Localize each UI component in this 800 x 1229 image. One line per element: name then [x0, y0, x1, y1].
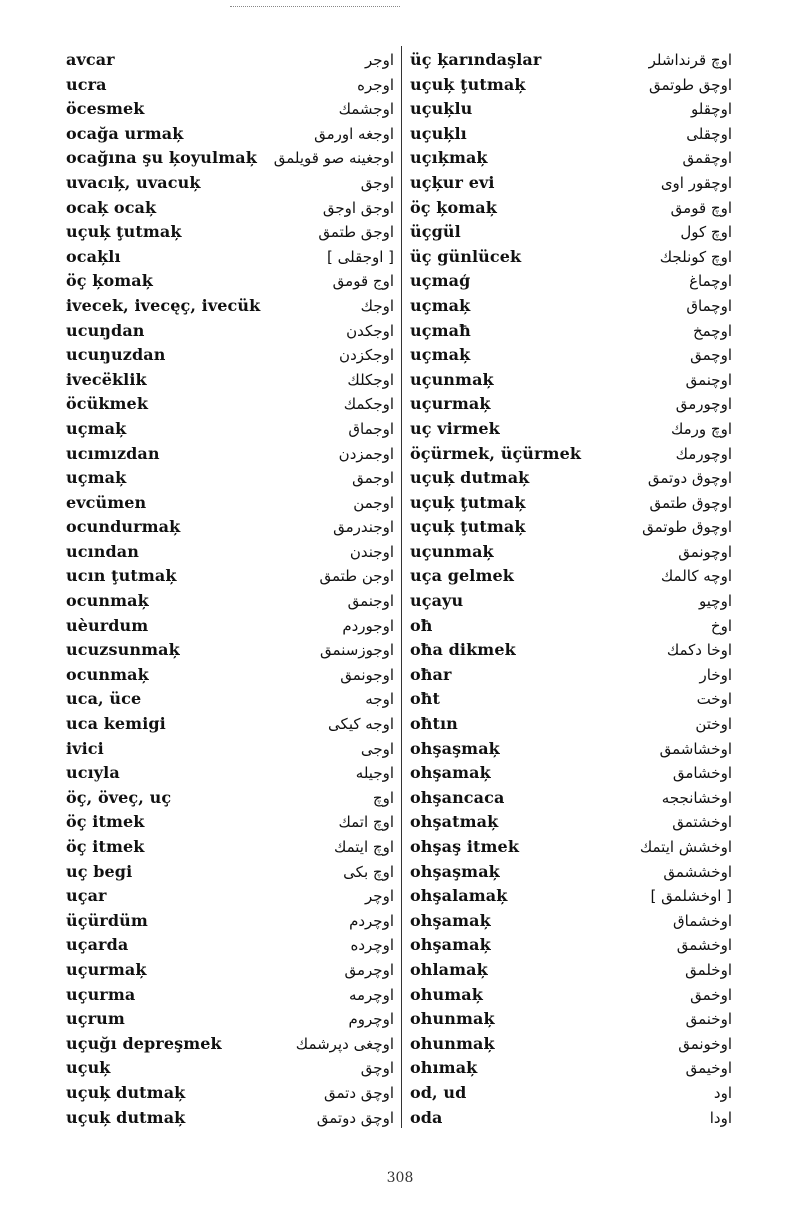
entry-transliteration: ocaķ ocaķ	[66, 197, 157, 217]
dictionary-entry	[410, 122, 732, 147]
dictionary-entry	[410, 171, 732, 196]
entry-transliteration: uçuķlu	[410, 99, 473, 119]
dictionary-entry	[410, 417, 732, 442]
entry-ottoman-script: اوچ ايتمك	[333, 838, 394, 856]
dictionary-entry	[410, 712, 732, 737]
entry-transliteration: uçuğı depreşmek	[66, 1033, 222, 1053]
dictionary-entry	[66, 97, 394, 122]
dictionary-entry	[66, 810, 394, 835]
entry-ottoman-script: اوخششمق	[663, 862, 732, 881]
dictionary-entry	[410, 442, 732, 467]
entry-ottoman-script: اوجغه اورمق	[314, 124, 394, 143]
entry-transliteration: oħa dikmek	[410, 640, 516, 660]
entry-transliteration: uçuķ ţutmaķ	[66, 222, 182, 242]
entry-transliteration: oħ	[410, 615, 433, 635]
entry-transliteration: uçuķ ţutmaķ	[410, 492, 526, 512]
entry-ottoman-script: اوچ	[372, 788, 394, 807]
entry-ottoman-script: اوجكزدن	[339, 346, 394, 365]
dictionary-entry	[410, 1032, 732, 1057]
dictionary-entry	[410, 269, 732, 294]
entry-transliteration: uçıķmaķ	[410, 148, 488, 168]
entry-ottoman-script: اوخلمق	[685, 960, 732, 979]
column-divider	[401, 46, 402, 1128]
entry-transliteration: uçuķ ţutmaķ	[410, 517, 526, 537]
entry-ottoman-script: اوجمن	[353, 493, 394, 512]
dictionary-entry	[410, 491, 732, 516]
dictionary-entry	[66, 712, 394, 737]
dictionary-entry	[66, 614, 394, 639]
entry-ottoman-script: اوجق اوجق	[322, 198, 394, 217]
entry-ottoman-script: اوچ قرنداشلر	[648, 51, 732, 69]
entry-transliteration: ohunmaķ	[410, 1009, 495, 1029]
entry-ottoman-script: اوجوزسنمق	[320, 641, 394, 660]
entry-ottoman-script: اوچيو	[699, 592, 732, 611]
entry-transliteration: uçmaģ	[410, 271, 471, 291]
entry-transliteration: uçayu	[410, 591, 464, 611]
entry-ottoman-script: اوچ ورمك	[670, 419, 732, 438]
dictionary-entry	[410, 196, 732, 221]
dictionary-entry	[66, 294, 394, 319]
dictionary-entry	[66, 515, 394, 540]
entry-transliteration: üçürdüm	[66, 910, 148, 930]
entry-ottoman-script: اوجغينه صو قويلمق	[273, 149, 394, 168]
entry-ottoman-script: اوچماق	[686, 296, 732, 315]
dictionary-entry	[410, 245, 732, 270]
dictionary-entry	[66, 835, 394, 860]
entry-transliteration: oħtın	[410, 714, 458, 734]
dictionary-entry	[66, 540, 394, 565]
entry-transliteration: öç, öveç, uç	[66, 787, 172, 807]
entry-ottoman-script: اوخا دكمك	[666, 641, 732, 660]
entry-transliteration: öçürmek, üçürmek	[410, 443, 582, 463]
entry-ottoman-script: اوچقور اوی	[660, 173, 732, 192]
dictionary-entry	[66, 884, 394, 909]
entry-ottoman-script: اوچورمك	[675, 444, 732, 463]
entry-transliteration: öç itmek	[66, 812, 145, 832]
entry-transliteration: uçuķ ţutmaķ	[410, 74, 526, 94]
dictionary-entry	[66, 638, 394, 663]
entry-ottoman-script: اوجمزدن	[338, 444, 394, 463]
dictionary-entry	[66, 737, 394, 762]
entry-ottoman-script: اوجشمك	[338, 100, 394, 119]
dictionary-entry	[410, 564, 732, 589]
entry-ottoman-script: اوجق	[360, 173, 394, 192]
entry-ottoman-script: اوخنمق	[685, 1010, 732, 1029]
entry-ottoman-script: اوچ بكی	[343, 862, 394, 881]
dictionary-entry	[66, 196, 394, 221]
entry-transliteration: uçuķlı	[410, 123, 467, 143]
entry-transliteration: uçmaķ	[410, 345, 471, 365]
entry-transliteration: öç itmek	[66, 837, 145, 856]
entry-ottoman-script: اوچروم	[348, 1010, 394, 1029]
entry-transliteration: uçmaķ	[66, 468, 127, 488]
entry-transliteration: uçmaķ	[66, 418, 127, 438]
entry-transliteration: uçurmaķ	[410, 394, 491, 414]
entry-transliteration: öç ķomaķ	[410, 197, 497, 217]
entry-transliteration: ohşamaķ	[410, 910, 491, 930]
dictionary-entry	[66, 343, 394, 368]
entry-transliteration: avcar	[66, 50, 115, 69]
entry-ottoman-script: اوچقمق	[682, 149, 732, 168]
entry-ottoman-script: اوچقلی	[686, 124, 732, 143]
entry-transliteration: ohşaşmaķ	[410, 738, 500, 758]
entry-transliteration: ivecëklik	[66, 369, 147, 389]
entry-ottoman-script: اوجق طتمق	[318, 223, 394, 242]
entry-ottoman-script: اوچرمق	[344, 960, 394, 979]
entry-transliteration: ohşamaķ	[410, 763, 491, 783]
entry-ottoman-script: [ اوخشلمق ]	[650, 887, 732, 906]
dictionary-entry	[66, 442, 394, 467]
entry-ottoman-script: اوچنمق	[685, 370, 732, 389]
dictionary-entry	[410, 1007, 732, 1032]
entry-ottoman-script: اوجندن	[349, 542, 394, 561]
dictionary-entry	[66, 564, 394, 589]
entry-transliteration: ivecek, ivecęç, ivecük	[66, 295, 261, 315]
dictionary-entry	[410, 466, 732, 491]
entry-transliteration: uçrum	[66, 1009, 125, 1029]
entry-transliteration: uç virmek	[410, 418, 500, 438]
dictionary-entry	[66, 1056, 394, 1081]
entry-ottoman-script: اوچردم	[349, 911, 394, 930]
entry-ottoman-script: اوچ كول	[680, 223, 732, 242]
entry-ottoman-script: اوجكلك	[347, 370, 394, 389]
entry-ottoman-script: اوچ كونلجك	[659, 247, 732, 266]
entry-transliteration: uçuķ	[66, 1058, 111, 1078]
entry-transliteration: öç ķomaķ	[66, 271, 153, 291]
entry-transliteration: ocunmaķ	[66, 591, 149, 611]
entry-transliteration: uçunmaķ	[410, 541, 494, 561]
entry-transliteration: ohımaķ	[410, 1058, 478, 1078]
entry-transliteration: uçuķ dutmaķ	[66, 1082, 186, 1102]
entry-ottoman-script: اوجيله	[355, 764, 394, 783]
entry-ottoman-script: اوجره	[357, 75, 394, 94]
entry-ottoman-script: اوخشاشمق	[659, 739, 732, 758]
entry-transliteration: üçgül	[410, 222, 461, 242]
dictionary-entry	[410, 589, 732, 614]
entry-ottoman-script: اوخشتمق	[672, 813, 732, 832]
entry-ottoman-script: اوج قومق	[332, 272, 394, 291]
entry-ottoman-script: اوخار	[699, 665, 732, 684]
entry-transliteration: öcesmek	[66, 99, 145, 119]
entry-transliteration: ocaķlı	[66, 246, 121, 266]
dictionary-entry	[410, 540, 732, 565]
entry-transliteration: ocunmaķ	[66, 664, 149, 684]
dictionary-entry	[66, 983, 394, 1008]
dictionary-entry	[66, 1007, 394, 1032]
dictionary-entry	[66, 491, 394, 516]
entry-ottoman-script: اوچونمق	[678, 542, 732, 561]
entry-ottoman-script: اوختن	[695, 715, 732, 734]
dictionary-entry	[410, 1106, 732, 1131]
dictionary-entry	[410, 1056, 732, 1081]
entry-transliteration: uçmaħ	[410, 320, 471, 340]
entry-transliteration: ocundurmaķ	[66, 517, 181, 537]
entry-ottoman-script: اوجوردم	[342, 616, 394, 635]
entry-ottoman-script: اوجكدن	[346, 321, 394, 340]
dictionary-entry	[66, 933, 394, 958]
dictionary-entry	[410, 909, 732, 934]
dictionary-entry	[410, 933, 732, 958]
dictionary-entry	[410, 687, 732, 712]
entry-transliteration: ocağa urmaķ	[66, 123, 184, 143]
dictionary-entry	[410, 392, 732, 417]
entry-ottoman-script: اوجكمك	[343, 395, 394, 414]
dictionary-entry	[410, 1081, 732, 1106]
dictionary-entry	[410, 97, 732, 122]
entry-transliteration: oħt	[410, 689, 440, 709]
dictionary-entry	[410, 860, 732, 885]
entry-ottoman-script: اوخشانججه	[661, 788, 732, 807]
entry-transliteration: ucın ţutmaķ	[66, 566, 177, 586]
entry-transliteration: öcükmek	[66, 394, 149, 414]
entry-transliteration: oda	[410, 1107, 443, 1127]
dictionary-entry	[410, 294, 732, 319]
entry-ottoman-script: اوچوق طتمق	[649, 493, 732, 512]
entry-transliteration: ucuŋuzdan	[66, 345, 166, 365]
entry-ottoman-script: اوچر	[365, 887, 394, 906]
entry-ottoman-script: اوچغی دپرشمك	[295, 1034, 394, 1053]
dictionary-entry	[66, 663, 394, 688]
dictionary-entry	[410, 73, 732, 98]
dictionary-entry	[66, 122, 394, 147]
entry-ottoman-script: اوخشامق	[672, 764, 732, 783]
dictionary-entry	[410, 638, 732, 663]
entry-ottoman-script: اوجونمق	[340, 665, 394, 684]
entry-ottoman-script: اوجه	[365, 690, 394, 709]
entry-transliteration: ucra	[66, 74, 107, 94]
dictionary-entry	[66, 909, 394, 934]
entry-ottoman-script: اوخشمق	[676, 936, 732, 955]
entry-ottoman-script: اوچق	[360, 1059, 394, 1078]
entry-transliteration: ucıyla	[66, 763, 120, 783]
entry-ottoman-script: اوچ قومق	[670, 198, 732, 217]
dictionary-entry	[66, 392, 394, 417]
right-column	[410, 48, 732, 1130]
entry-transliteration: uça gelmek	[410, 566, 514, 586]
dictionary-entry	[66, 73, 394, 98]
entry-ottoman-script: اوخيمق	[685, 1059, 732, 1078]
dictionary-entry	[66, 368, 394, 393]
dictionary-entry	[66, 466, 394, 491]
entry-transliteration: ucımızdan	[66, 443, 160, 463]
entry-transliteration: ohşancaca	[410, 787, 505, 807]
entry-transliteration: uca, üce	[66, 689, 142, 709]
entry-transliteration: evcümen	[66, 492, 147, 512]
dictionary-entry	[410, 983, 732, 1008]
entry-ottoman-script: اوجندرمق	[333, 518, 394, 537]
entry-ottoman-script: اوجی	[360, 739, 394, 758]
entry-ottoman-script: اوجك	[360, 296, 394, 315]
entry-ottoman-script: اوجمق	[352, 469, 394, 488]
dictionary-entry	[66, 589, 394, 614]
entry-transliteration: ivici	[66, 738, 104, 758]
entry-transliteration: ohumaķ	[410, 984, 483, 1004]
dictionary-entry	[66, 761, 394, 786]
entry-transliteration: ohşatmaķ	[410, 812, 499, 832]
entry-transliteration: ohşamaķ	[410, 935, 491, 955]
dictionary-entry	[66, 1081, 394, 1106]
entry-ottoman-script: اود	[713, 1083, 732, 1102]
entry-transliteration: ohşaş itmek	[410, 837, 520, 856]
dictionary-entry	[410, 761, 732, 786]
entry-transliteration: ohşalamaķ	[410, 886, 508, 906]
entry-transliteration: uçmaķ	[410, 295, 471, 315]
entry-transliteration: uçurmaķ	[66, 959, 147, 979]
entry-ottoman-script: اوچرده	[350, 936, 394, 955]
entry-transliteration: ocağına şu ķoyulmaķ	[66, 148, 257, 168]
dictionary-entry	[410, 146, 732, 171]
entry-transliteration: uvacıķ, uvacuķ	[66, 172, 201, 192]
entry-transliteration: üç ķarındaşlar	[410, 50, 542, 69]
dictionary-entry	[66, 687, 394, 712]
entry-ottoman-script: اوچوق دوتمق	[647, 469, 732, 488]
dictionary-entry	[66, 146, 394, 171]
entry-transliteration: uç begi	[66, 861, 133, 881]
dictionary-entry	[66, 1032, 394, 1057]
dictionary-entry	[410, 48, 732, 73]
entry-ottoman-script: اوخونمق	[678, 1034, 732, 1053]
dictionary-entry	[66, 171, 394, 196]
entry-transliteration: ohunmaķ	[410, 1033, 495, 1053]
entry-ottoman-script: اوچورمق	[675, 395, 732, 414]
entry-transliteration: ucından	[66, 541, 139, 561]
entry-transliteration: uçuķ dutmaķ	[410, 468, 530, 488]
entry-ottoman-script: اوچ اتمك	[338, 813, 394, 832]
page-number: 308	[386, 1170, 414, 1186]
dictionary-entry	[66, 786, 394, 811]
entry-ottoman-script: اوچق دتمق	[324, 1083, 394, 1102]
entry-ottoman-script: اوخت	[696, 690, 732, 709]
dictionary-entry	[66, 48, 394, 73]
entry-ottoman-script: اوچرمه	[348, 985, 394, 1004]
entry-ottoman-script: اوخمق	[690, 985, 732, 1004]
entry-transliteration: ohlamaķ	[410, 959, 488, 979]
entry-ottoman-script: اوچمق	[690, 346, 732, 365]
dictionary-entry	[410, 220, 732, 245]
entry-ottoman-script: اوخ	[710, 616, 732, 635]
entry-transliteration: uçurma	[66, 984, 136, 1004]
dictionary-entry	[66, 1106, 394, 1131]
dictionary-entry	[410, 810, 732, 835]
dictionary-entry	[410, 663, 732, 688]
dictionary-entry	[66, 417, 394, 442]
dictionary-entry	[410, 835, 732, 860]
entry-transliteration: uçuķ dutmaķ	[66, 1107, 186, 1127]
dictionary-entry	[66, 319, 394, 344]
entry-ottoman-script: اوچوق طوتمق	[642, 518, 732, 537]
dictionary-entry	[66, 220, 394, 245]
entry-ottoman-script: اوچقلو	[691, 100, 732, 119]
entry-ottoman-script: اوچماغ	[689, 272, 732, 291]
entry-transliteration: oħar	[410, 664, 452, 684]
dictionary-entry	[410, 786, 732, 811]
entry-ottoman-script: اوخشش ايتمك	[639, 838, 732, 856]
entry-ottoman-script: [ اوجقلی ]	[327, 247, 394, 266]
entry-ottoman-script: اوچمخ	[692, 321, 732, 340]
entry-transliteration: ucuzsunmaķ	[66, 640, 180, 660]
dictionary-entry	[66, 245, 394, 270]
entry-transliteration: uçķur evi	[410, 172, 495, 192]
dictionary-entry	[66, 860, 394, 885]
entry-transliteration: uèurdum	[66, 615, 149, 635]
entry-ottoman-script: اوچه كالمك	[660, 567, 732, 586]
entry-transliteration: ohşaşmaķ	[410, 861, 500, 881]
left-column	[66, 48, 394, 1130]
dictionary-entry	[410, 343, 732, 368]
dictionary-entry	[410, 614, 732, 639]
dictionary-entry	[410, 737, 732, 762]
entry-ottoman-script: اوخشماق	[673, 911, 732, 930]
entry-transliteration: uçunmaķ	[410, 369, 494, 389]
entry-ottoman-script: اوجه كيكی	[328, 715, 394, 734]
entry-ottoman-script: اوچق طوتمق	[648, 75, 732, 94]
entry-ottoman-script: اوجن طتمق	[319, 567, 394, 586]
dictionary-entry	[410, 319, 732, 344]
entry-ottoman-script: اوجر	[365, 51, 394, 69]
dictionary-entry	[410, 958, 732, 983]
entry-ottoman-script: اوجماق	[348, 419, 394, 438]
entry-transliteration: ucuŋdan	[66, 320, 145, 340]
dictionary-entry	[66, 958, 394, 983]
entry-transliteration: uçar	[66, 886, 107, 906]
entry-transliteration: od, ud	[410, 1082, 467, 1102]
entry-ottoman-script: اوجنمق	[347, 592, 394, 611]
dictionary-entry	[66, 269, 394, 294]
entry-transliteration: uçarda	[66, 935, 129, 955]
entry-ottoman-script: اوچق دوتمق	[316, 1108, 394, 1127]
entry-transliteration: uca kemigi	[66, 714, 166, 734]
dictionary-entry	[410, 515, 732, 540]
entry-transliteration: üç günlücek	[410, 246, 522, 266]
entry-ottoman-script: اودا	[709, 1108, 732, 1127]
dictionary-entry	[410, 884, 732, 909]
scan-top-mark	[230, 6, 400, 7]
dictionary-entry	[410, 368, 732, 393]
